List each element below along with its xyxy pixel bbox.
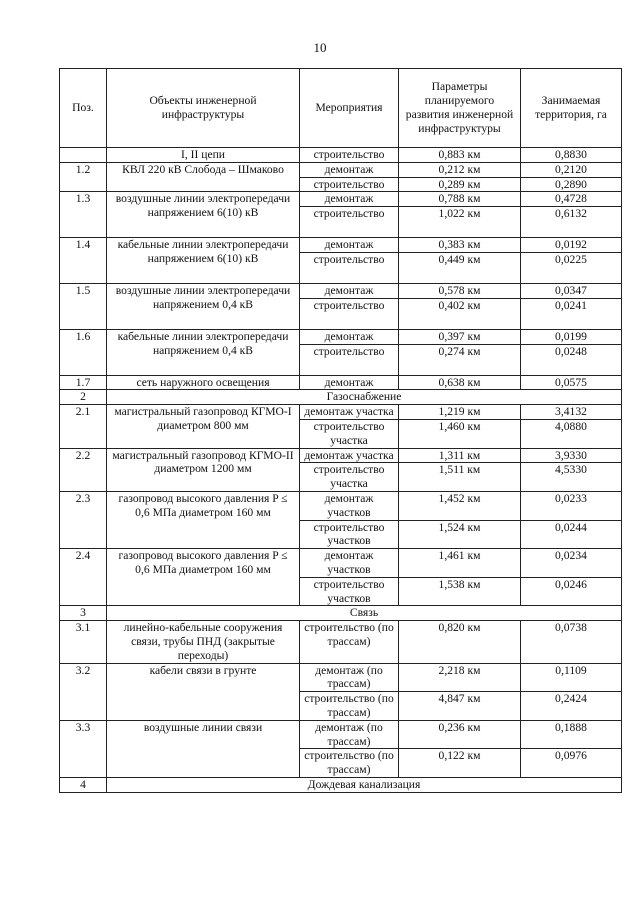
- cell-param: 0,122 км: [399, 749, 521, 778]
- cell-action: строительство: [300, 177, 399, 192]
- cell-object: магистральный газопровод КГМО-I диаметром 800 мм: [107, 405, 300, 448]
- cell-area: 0,0234: [521, 549, 622, 578]
- cell-area: 0,0244: [521, 520, 622, 549]
- cell-area: 0,0246: [521, 577, 622, 606]
- cell-area: 3,9330: [521, 448, 622, 463]
- cell-action: демонтаж участков: [300, 549, 399, 578]
- cell-pos: 1.7: [60, 375, 107, 390]
- page-number: 10: [313, 40, 327, 55]
- cell-action: строительство участков: [300, 577, 399, 606]
- cell-object: газопровод высокого давления P ≤ 0,6 МПа диаметром 160 мм: [107, 549, 300, 606]
- cell-param: 1,452 км: [399, 491, 521, 520]
- cell-area: 0,4728: [521, 192, 622, 207]
- table-row: [60, 283, 622, 298]
- table-header-row: [60, 69, 622, 148]
- cell-pos: 2.4: [60, 549, 107, 606]
- cell-pos: [60, 148, 107, 163]
- header-action: Мероприятия: [300, 69, 399, 148]
- cell-object: линейно-кабельные сооружения связи, трубы ПНД (закрытые переходы): [107, 621, 300, 663]
- cell-object: кабели связи в грунте: [107, 663, 300, 720]
- cell-pos: 1.6: [60, 329, 107, 375]
- cell-param: 1,022 км: [399, 207, 521, 238]
- cell-area: 0,0347: [521, 283, 622, 298]
- cell-param: 1,460 км: [399, 419, 521, 448]
- section-number: 3: [60, 606, 107, 621]
- table-row: [60, 192, 622, 207]
- cell-area: 0,0248: [521, 344, 622, 375]
- table-row: [60, 162, 622, 177]
- cell-action: строительство участков: [300, 520, 399, 549]
- cell-action: строительство участка: [300, 463, 399, 492]
- cell-action: строительство (по трассам): [300, 749, 399, 778]
- cell-action: демонтаж участка: [300, 405, 399, 420]
- section-number: 4: [60, 777, 107, 792]
- table-row: [60, 329, 622, 344]
- cell-area: 0,0192: [521, 238, 622, 253]
- table-row: [60, 549, 622, 578]
- cell-param: 0,578 км: [399, 283, 521, 298]
- cell-action: демонтаж участков: [300, 491, 399, 520]
- table-row: [60, 663, 622, 692]
- cell-action: демонтаж: [300, 238, 399, 253]
- cell-area: 0,6132: [521, 207, 622, 238]
- cell-pos: 3.1: [60, 621, 107, 663]
- cell-action: строительство (по трассам): [300, 692, 399, 721]
- cell-param: 0,236 км: [399, 720, 521, 749]
- cell-area: 0,0233: [521, 491, 622, 520]
- cell-pos: 1.5: [60, 283, 107, 329]
- cell-pos: 3.3: [60, 720, 107, 777]
- cell-action: демонтаж: [300, 329, 399, 344]
- cell-area: 0,1888: [521, 720, 622, 749]
- cell-action: строительство: [300, 148, 399, 163]
- cell-action: демонтаж (по трассам): [300, 720, 399, 749]
- cell-param: 0,402 км: [399, 298, 521, 329]
- table-row: [60, 405, 622, 420]
- table-row: [60, 621, 622, 663]
- cell-param: 1,524 км: [399, 520, 521, 549]
- cell-area: 3,4132: [521, 405, 622, 420]
- cell-param: 0,883 км: [399, 148, 521, 163]
- table-row: [60, 448, 622, 463]
- header-object: Объекты инженерной инфраструктуры: [107, 69, 300, 148]
- cell-param: 1,511 км: [399, 463, 521, 492]
- cell-param: 1,311 км: [399, 448, 521, 463]
- cell-object: воздушные линии электропередачи напряжением 6(10) кВ: [107, 192, 300, 238]
- cell-object: I, II цепи: [107, 148, 300, 163]
- section-title: Газоснабжение: [107, 390, 622, 405]
- section-row: [60, 777, 622, 792]
- table-row: [60, 491, 622, 520]
- cell-pos: 1.2: [60, 162, 107, 192]
- cell-area: 0,2890: [521, 177, 622, 192]
- cell-object: кабельные линии электропередачи напряжением 6(10) кВ: [107, 238, 300, 284]
- cell-param: 0,383 км: [399, 238, 521, 253]
- section-row: [60, 390, 622, 405]
- table-row: [60, 375, 622, 390]
- cell-area: 0,0199: [521, 329, 622, 344]
- cell-action: демонтаж участка: [300, 448, 399, 463]
- cell-param: 0,638 км: [399, 375, 521, 390]
- cell-action: строительство: [300, 207, 399, 238]
- cell-param: 0,788 км: [399, 192, 521, 207]
- cell-param: 4,847 км: [399, 692, 521, 721]
- cell-pos: 2.2: [60, 448, 107, 491]
- cell-param: 1,219 км: [399, 405, 521, 420]
- table-row: [60, 720, 622, 749]
- cell-area: 0,2120: [521, 162, 622, 177]
- cell-action: строительство (по трассам): [300, 621, 399, 663]
- cell-action: строительство: [300, 252, 399, 283]
- cell-action: демонтаж (по трассам): [300, 663, 399, 692]
- cell-action: строительство участка: [300, 419, 399, 448]
- cell-area: 4,5330: [521, 463, 622, 492]
- cell-pos: 2.3: [60, 491, 107, 548]
- cell-area: 0,0738: [521, 621, 622, 663]
- cell-object: КВЛ 220 кВ Слобода – Шмаково: [107, 162, 300, 192]
- cell-action: строительство: [300, 298, 399, 329]
- table-row: [60, 148, 622, 163]
- cell-object: магистральный газопровод КГМО-II диаметром 1200 мм: [107, 448, 300, 491]
- cell-pos: 1.4: [60, 238, 107, 284]
- cell-action: демонтаж: [300, 162, 399, 177]
- header-params: Параметры планируемого развития инженерной инфраструктуры: [399, 69, 521, 148]
- cell-area: 4,0880: [521, 419, 622, 448]
- cell-param: 1,538 км: [399, 577, 521, 606]
- table-row: [60, 238, 622, 253]
- cell-param: 2,218 км: [399, 663, 521, 692]
- cell-object: газопровод высокого давления P ≤ 0,6 МПа диаметром 160 мм: [107, 491, 300, 548]
- header-area: Занимаемая территория, га: [521, 69, 622, 148]
- cell-param: 0,289 км: [399, 177, 521, 192]
- section-number: 2: [60, 390, 107, 405]
- cell-area: 0,8830: [521, 148, 622, 163]
- cell-param: 0,212 км: [399, 162, 521, 177]
- section-title: Связь: [107, 606, 622, 621]
- cell-object: кабельные линии электропередачи напряжением 0,4 кВ: [107, 329, 300, 375]
- cell-action: демонтаж: [300, 375, 399, 390]
- cell-object: воздушные линии электропередачи напряжением 0,4 кВ: [107, 283, 300, 329]
- cell-object: воздушные линии связи: [107, 720, 300, 777]
- header-pos: Поз.: [60, 69, 107, 148]
- cell-area: 0,2424: [521, 692, 622, 721]
- cell-area: 0,0575: [521, 375, 622, 390]
- infrastructure-table: [59, 68, 622, 793]
- cell-action: демонтаж: [300, 283, 399, 298]
- cell-area: 0,0225: [521, 252, 622, 283]
- cell-area: 0,0241: [521, 298, 622, 329]
- cell-param: 0,397 км: [399, 329, 521, 344]
- cell-area: 0,1109: [521, 663, 622, 692]
- cell-param: 1,461 км: [399, 549, 521, 578]
- cell-action: строительство: [300, 344, 399, 375]
- cell-param: 0,820 км: [399, 621, 521, 663]
- cell-area: 0,0976: [521, 749, 622, 778]
- cell-action: демонтаж: [300, 192, 399, 207]
- cell-pos: 1.3: [60, 192, 107, 238]
- section-title: Дождевая канализация: [107, 777, 622, 792]
- cell-pos: 3.2: [60, 663, 107, 720]
- cell-pos: 2.1: [60, 405, 107, 448]
- cell-param: 0,274 км: [399, 344, 521, 375]
- table-body: [60, 148, 622, 793]
- cell-param: 0,449 км: [399, 252, 521, 283]
- section-row: [60, 606, 622, 621]
- cell-object: сеть наружного освещения: [107, 375, 300, 390]
